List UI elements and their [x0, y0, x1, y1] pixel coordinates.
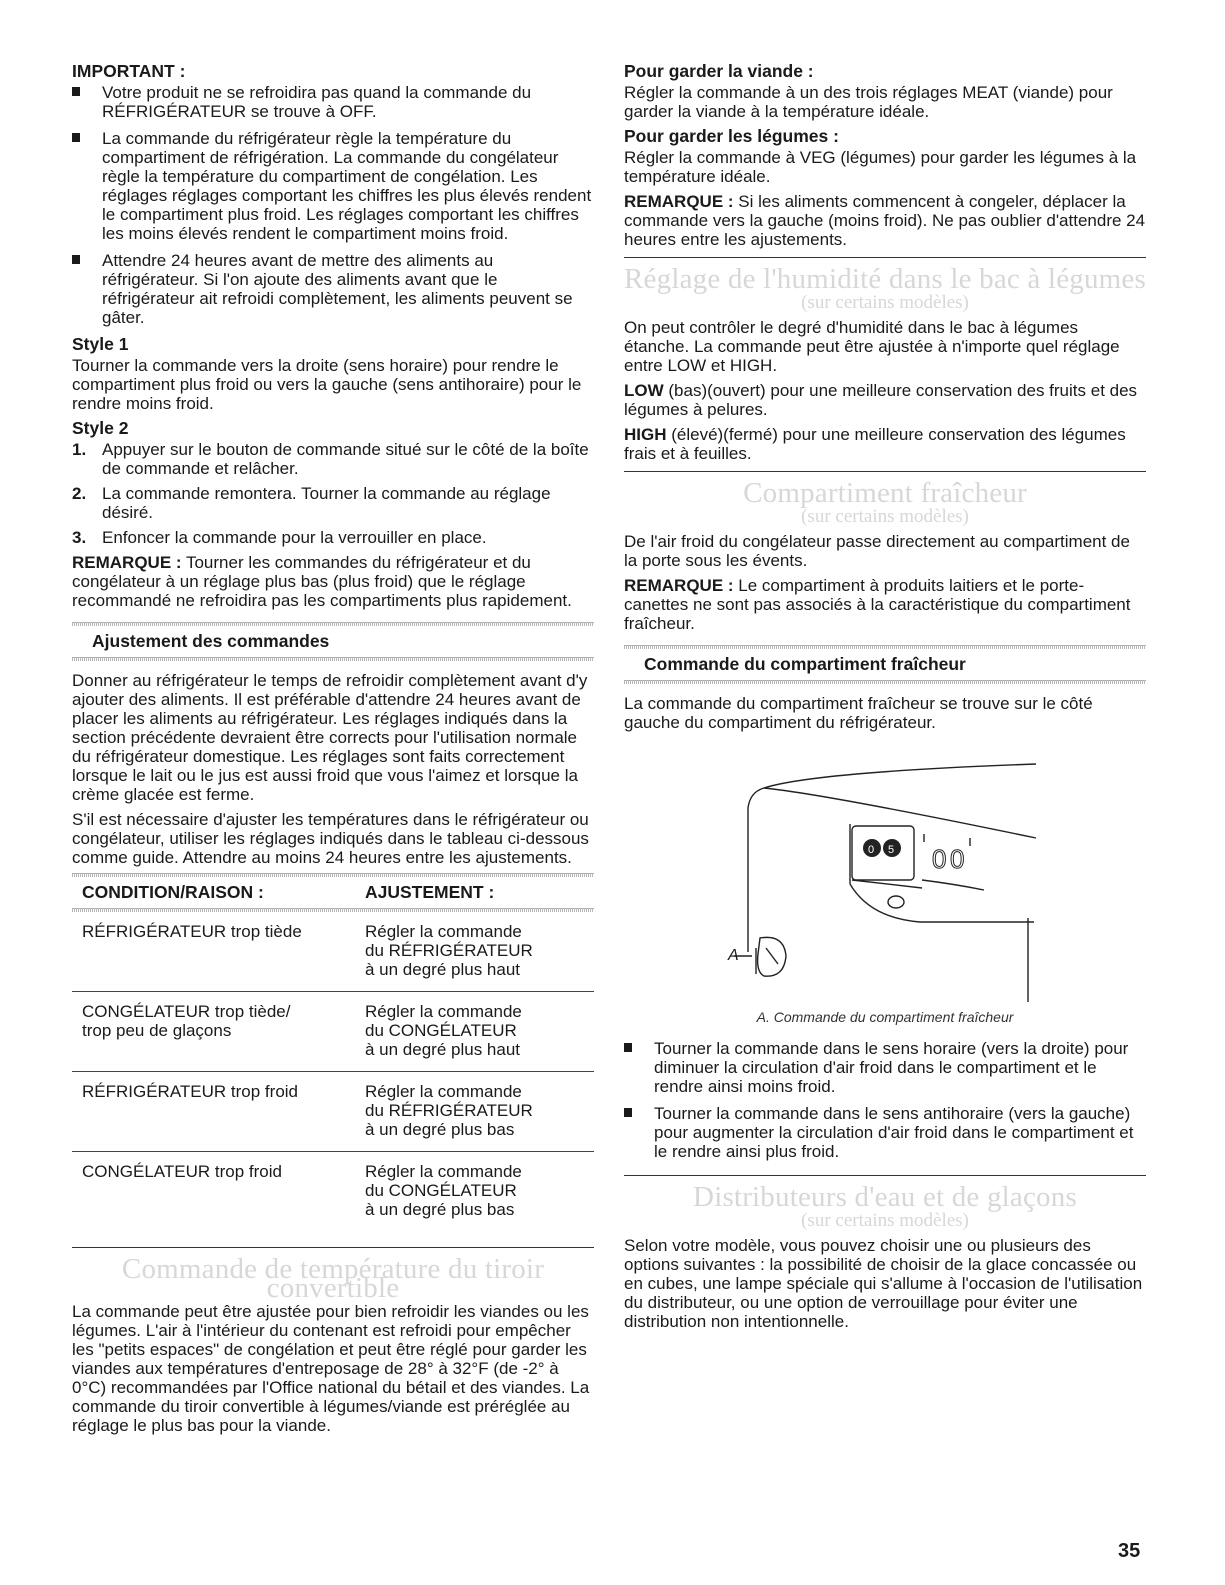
svg-text:0: 0 — [868, 844, 875, 856]
table-row — [72, 992, 594, 1072]
square-bullet-icon — [624, 1108, 632, 1117]
distributeurs-section-subtitle: (sur certains modèles) — [801, 1210, 969, 1231]
commande-heading: Commande du compartiment fraîcheur — [644, 654, 966, 674]
humidite-paragraph: On peut contrôler le degré d'humidité dans le bac à légumes étanche. La commande peut être ajustée à n'importe quel réglage entre LOW et HIGH. — [624, 318, 1120, 375]
condition-cell: RÉFRIGÉRATEUR trop froid — [82, 1082, 299, 1101]
column-header-adjustment: AJUSTEMENT : — [365, 882, 495, 902]
list-item: 2. La commande remontera. Tourner la commande au réglage désiré. — [72, 484, 551, 522]
ajustement-paragraph-1: Donner au réfrigérateur le temps de refroidir complètement avant d'y ajouter des aliments. Il est préférable d'attendre 24 heures avant de placer les aliments au réfrigérateur. Les réglages indiqués dans la section précédente devraient être corrects pour l'utilisation normale du réfrigérateur domestique. Les réglages sont faits correctement lorsque le lait ou le jus est aussi froid que vous l'aimez et lorsque la crème glacée est ferme. — [72, 671, 588, 804]
list-item: Attendre 24 heures avant de mettre des aliments au réfrigérateur. Si l'on ajoute des aliments avant que le réfrigérateur ait refroidi complètement, les aliments peuvent se gâter. — [72, 251, 594, 327]
left-column — [72, 62, 594, 1441]
condition-cell: CONGÉLATEUR trop froid — [82, 1162, 282, 1181]
page-number: 35 — [1118, 1540, 1141, 1562]
right-column — [624, 62, 1146, 1337]
fraicheur-control-illustration — [624, 742, 1146, 1002]
condition-cell: RÉFRIGÉRATEUR trop tiède — [82, 922, 302, 941]
remarque-1: REMARQUE : Tourner les commandes du réfrigérateur et du congélateur à un réglage plus bas (plus froid) que le réglage recommandé ne refroidira pas les compartiments plus rapidement. — [72, 553, 572, 610]
square-bullet-icon — [72, 133, 80, 142]
humidite-section-title: Réglage de l'humidité dans le bac à légumes — [624, 263, 1146, 295]
hatch-divider — [624, 680, 1146, 684]
fraicheur-control-knob-icon — [734, 937, 786, 976]
ajustement-paragraph-2: S'il est nécessaire d'ajuster les températures dans le réfrigérateur ou congélateur, utiliser les réglages indiqués dans le tableau ci-dessous comme guide. Attendre au moins 24 heures entre les ajustements. — [72, 810, 589, 867]
style1-heading: Style 1 — [72, 334, 129, 354]
table-row — [72, 912, 594, 992]
list-item: Tourner la commande dans le sens horaire (vers la droite) pour diminuer la circulation d'air froid dans le compartiment et le rendre ainsi moins froid. — [624, 1039, 1146, 1096]
legumes-heading: Pour garder les légumes : — [624, 126, 839, 146]
figure-label-a: A — [728, 947, 739, 964]
section-rule — [624, 471, 1146, 472]
style2-steps — [72, 440, 594, 547]
commande-paragraph: La commande du compartiment fraîcheur se trouve sur le côté gauche du compartiment du réfrigérateur. — [624, 694, 1093, 732]
section-rule — [624, 257, 1146, 258]
fraicheur-section-title: Compartiment fraîcheur — [743, 477, 1027, 509]
table-row — [72, 1152, 594, 1231]
hatch-divider — [72, 657, 594, 661]
adjustment-cell: Régler la commande du RÉFRIGÉRATEUR à un degré plus bas — [365, 1082, 533, 1139]
list-item: La commande du réfrigérateur règle la température du compartiment de réfrigération. La commande du congélateur règle la température du compartiment de congélation. Les réglages réglages comportant les chiffres les plus élevés rendent le compartiment plus froid. Les réglages comportant les chiffres les moins élevés rendent le compartiment moins froid. — [72, 129, 594, 243]
important-heading: IMPORTANT : — [72, 61, 186, 81]
distributeurs-paragraph: Selon votre modèle, vous pouvez choisir une ou plusieurs des options suivantes : la possibilité de choisir de la glace concassée ou en cubes, une lampe spéciale qui s'allume à l'occasion de l'utilisation du distributeur, ou une option de verrouillage pour éviter une distribution non intentionnelle. — [624, 1236, 1143, 1331]
adjustment-cell: Régler la commande du RÉFRIGÉRATEUR à un degré plus haut — [365, 922, 533, 979]
column-header-condition: CONDITION/RAISON : — [82, 882, 264, 902]
list-item: 3. Enfoncer la commande pour la verrouiller en place. — [72, 528, 487, 547]
knob-icon — [924, 834, 970, 874]
remarque-3: REMARQUE : Le compartiment à produits laitiers et le porte-canettes ne sont pas associés à la caractéristique du compartiment fraîcheur. — [624, 576, 1131, 633]
important-list — [72, 83, 594, 327]
svg-text:5: 5 — [888, 844, 895, 856]
viande-heading: Pour garder la viande : — [624, 61, 814, 81]
fridge-interior-drawing — [624, 742, 1146, 1002]
square-bullet-icon — [72, 87, 80, 96]
svg-text:0: 0 — [950, 844, 965, 874]
figure-caption: A. Commande du compartiment fraîcheur — [756, 1009, 1014, 1025]
humidite-section-subtitle: (sur certains modèles) — [801, 292, 969, 313]
adjustment-cell: Régler la commande du CONGÉLATEUR à un degré plus haut — [365, 1002, 522, 1059]
svg-text:0: 0 — [932, 844, 947, 874]
condition-cell: CONGÉLATEUR trop tiède/ trop peu de glaçons — [82, 1002, 291, 1040]
section-rule — [72, 1247, 594, 1248]
tiroir-section-title: Commande de température du tiroir convertible — [121, 1253, 545, 1304]
square-bullet-icon — [72, 255, 80, 264]
fraicheur-section-subtitle: (sur certains modèles) — [801, 506, 969, 527]
legumes-text: Régler la commande à VEG (légumes) pour garder les légumes à la température idéale. — [624, 148, 1137, 186]
table-row — [72, 1072, 594, 1152]
high-paragraph: HIGH (élevé)(fermé) pour une meilleure conservation des légumes frais et à feuilles. — [624, 425, 1126, 463]
tiroir-paragraph: La commande peut être ajustée pour bien refroidir les viandes ou les légumes. L'air à l'intérieur du contenant est refroidi pour empêcher les "petits espaces" de congélation et peut être réglé pour garder les viandes aux températures d'entreposage de 28° à 32°F (de -2° à 0°C) recommandées par l'Office national du bétail et des viandes. La commande du tiroir convertible à légumes/viande est préréglée au réglage le plus bas pour la viande. — [72, 1302, 590, 1435]
style2-heading: Style 2 — [72, 418, 129, 438]
list-item: Votre produit ne se refroidira pas quand la commande du RÉFRIGÉRATEUR se trouve à OFF. — [72, 83, 594, 121]
fraicheur-paragraph: De l'air froid du congélateur passe directement au compartiment de la porte sous les évents. — [624, 532, 1130, 570]
list-item: Tourner la commande dans le sens antihoraire (vers la gauche) pour augmenter la circulation d'air froid dans le compartiment et le rendre ainsi plus froid. — [624, 1104, 1146, 1161]
list-item: 1. Appuyer sur le bouton de commande situé sur le côté de la boîte de commande et relâcher. — [72, 440, 589, 478]
ajustement-heading: Ajustement des commandes — [92, 631, 330, 651]
table-header — [72, 877, 594, 908]
adjustment-table — [72, 873, 594, 1231]
square-bullet-icon — [624, 1043, 632, 1052]
adjustment-cell: Régler la commande du CONGÉLATEUR à un degré plus bas — [365, 1162, 522, 1219]
section-rule — [624, 1175, 1146, 1176]
remarque-2: REMARQUE : Si les aliments commencent à congeler, déplacer la commande vers la gauche (moins froid). Ne pas oublier d'attendre 24 heures entre les ajustements. — [624, 192, 1146, 249]
commande-list — [624, 1039, 1146, 1161]
dial-icon — [863, 839, 901, 857]
viande-text: Régler la commande à un des trois réglages MEAT (viande) pour garder la viande à la température idéale. — [624, 83, 1113, 121]
distributeurs-section-title: Distributeurs d'eau et de glaçons — [693, 1181, 1077, 1213]
low-paragraph: LOW (bas)(ouvert) pour une meilleure conservation des fruits et des légumes à pelures. — [624, 381, 1138, 419]
style1-text: Tourner la commande vers la droite (sens horaire) pour rendre le compartiment plus froid ou vers la gauche (sens antihoraire) pour le rendre moins froid. — [72, 356, 582, 413]
